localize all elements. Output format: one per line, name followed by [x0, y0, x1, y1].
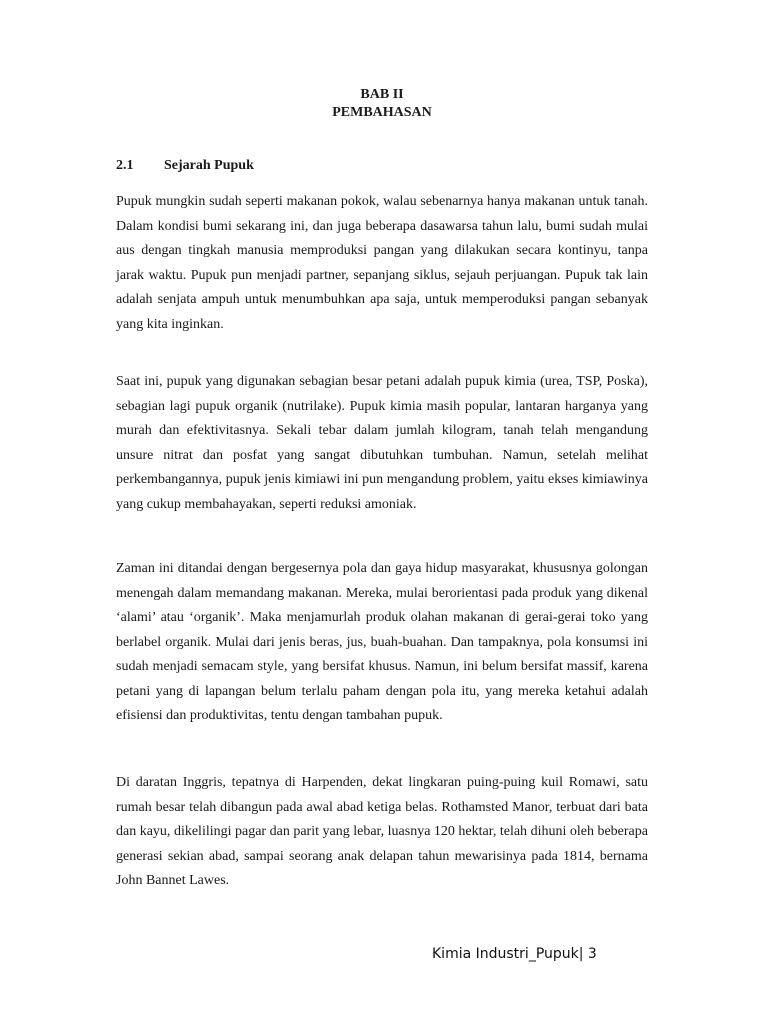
chapter-heading: [116, 86, 648, 122]
section-heading: [116, 157, 254, 175]
chapter-title: PEMBAHASAN: [332, 105, 432, 120]
section-title: Sejarah Pupuk: [164, 158, 254, 173]
section-number: 2.1: [116, 158, 134, 173]
paragraph: Pupuk mungkin sudah seperti makanan pokok, walau sebenarnya hanya makanan untuk tanah. Dalam kondisi bumi sekarang ini, dan juga beberapa dasawarsa tahun lalu, bumi sudah mulai aus dengan tingkah manusia memproduksi pangan yang dilakukan secara kontinyu, tanpa jarak waktu. Pupuk pun menjadi partner, sepanjang siklus, sejauh perjuangan. Pupuk tak lain adalah senjata ampuh untuk menumbuhkan apa saja, untuk memperoduksi pangan sebanyak yang kita inginkan.: [116, 194, 648, 332]
paragraph: Di daratan Inggris, tepatnya di Harpenden, dekat lingkaran puing-puing kuil Romawi, satu rumah besar telah dibangun pada awal abad ketiga belas. Rothamsted Manor, terbuat dari bata dan kayu, dikelilingi pagar dan parit yang lebar, luasnya 120 hektar, telah dihuni oleh beberapa generasi sekian abad, sampai seorang anak delapan tahun mewarisinya pada 1814, bernama John Bannet Lawes.: [116, 775, 648, 888]
paragraph: Zaman ini ditandai dengan bergesernya pola dan gaya hidup masyarakat, khususnya golongan menengah dalam memandang makanan. Mereka, mulai berorientasi pada produk yang dikenal ‘alami’ atau ‘organik’. Maka menjamurlah produk olahan makanan di gerai-gerai toko yang berlabel organik. Mulai dari jenis beras, jus, buah-buahan. Dan tampaknya, pola konsumsi ini sudah menjadi semacam style, yang bersifat khusus. Namun, ini belum bersifat massif, karena petani yang di lapangan belum terlalu paham dengan pola itu, yang mereka ketahui adalah efisiensi dan produktivitas, tentu dengan tambahan pupuk.: [116, 561, 648, 723]
paragraph: Saat ini, pupuk yang digunakan sebagian besar petani adalah pupuk kimia (urea, TSP, Poska), sebagian lagi pupuk organik (nutrilake). Pupuk kimia masih popular, lantaran harganya yang murah dan efektivitasnya. Sekali tebar dalam jumlah kilogram, tanah telah mengandung unsure nitrat dan posfat yang sangat dibutuhkan tumbuhan. Namun, setelah melihat perkembangannya, pupuk jenis kimiawi ini pun mengandung problem, yaitu ekses kimiawinya yang cukup membahayakan, seperti reduksi amoniak.: [116, 374, 648, 512]
page-footer: Kimia Industri_Pupuk| 3: [432, 946, 597, 962]
chapter-label: BAB II: [360, 87, 404, 102]
